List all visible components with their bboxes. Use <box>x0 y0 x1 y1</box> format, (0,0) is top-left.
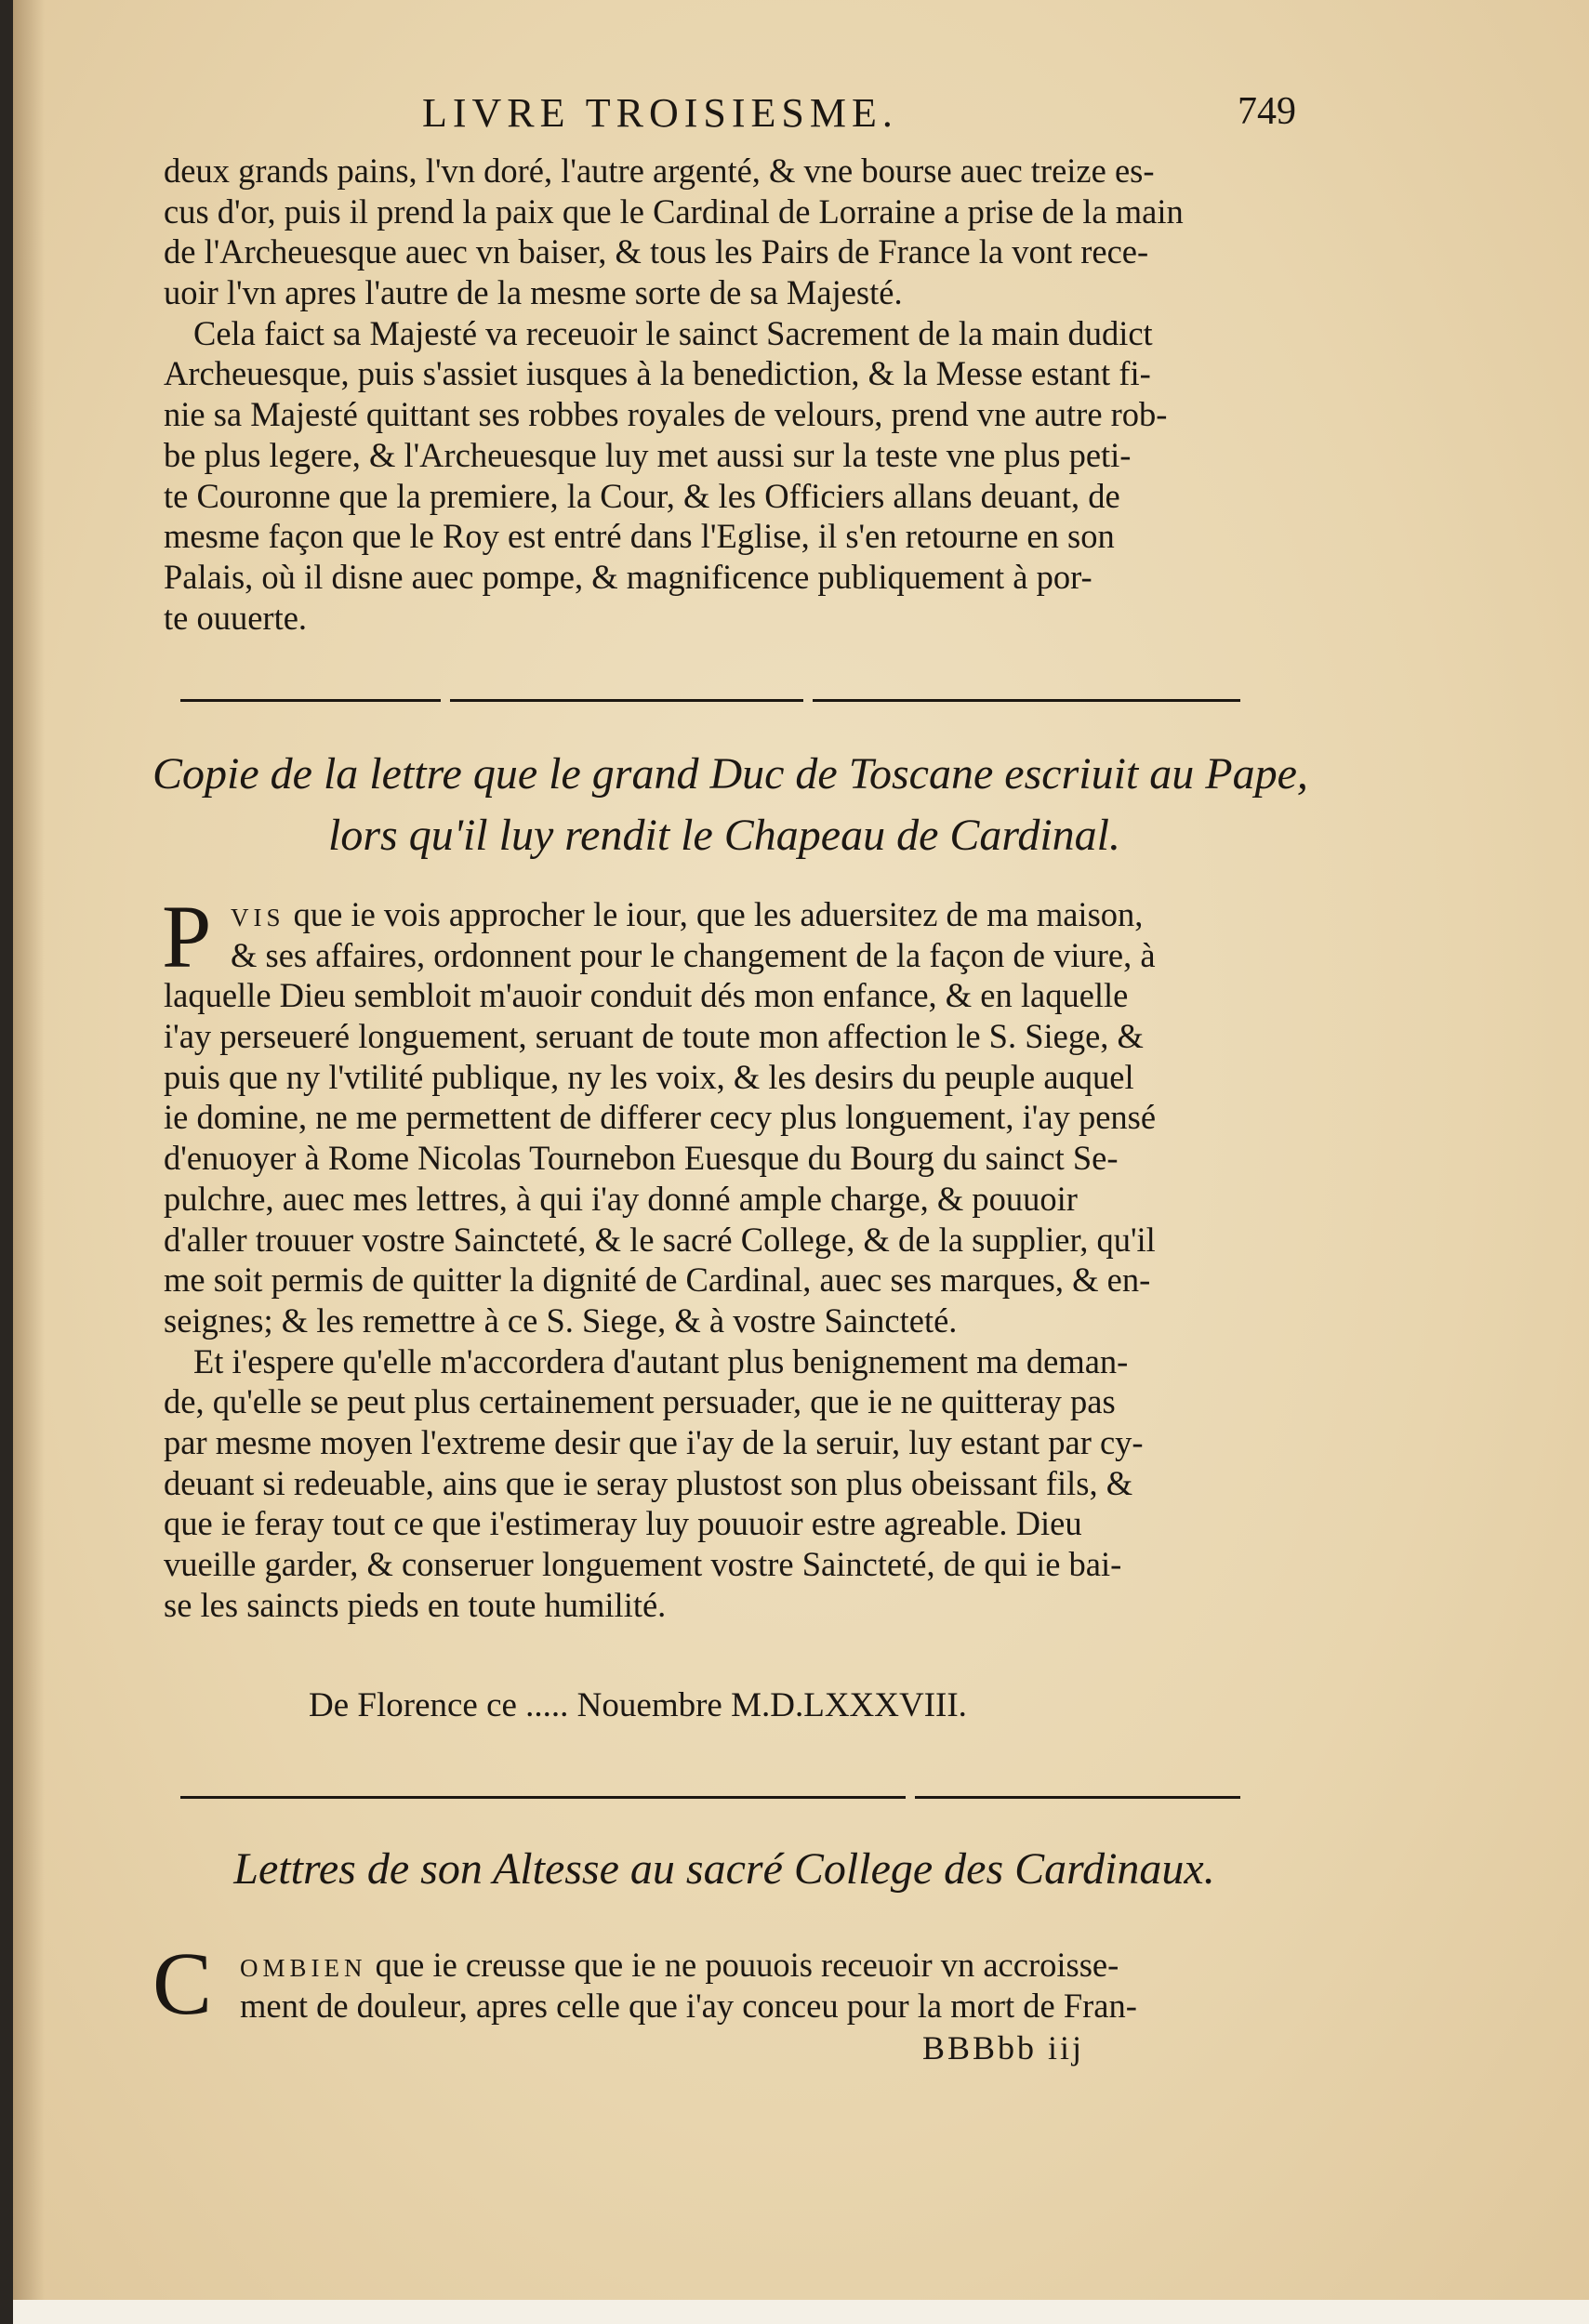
text-line: me soit permis de quitter la dignité de Cardinal, auec ses marques, & en- <box>164 1261 1151 1300</box>
text-line: nie sa Majesté quittant ses robbes royales de velours, prend vne autre rob- <box>164 395 1168 434</box>
heading-line: Lettres de son Altesse au sacré College des Cardinaux. <box>233 1844 1215 1894</box>
letter-heading-2 <box>152 1839 1296 1900</box>
text-line: de l'Archeuesque auec vn baiser, & tous les Pairs de France la vont rece- <box>164 232 1149 271</box>
text-line: laquelle Dieu sembloit m'auoir conduit dés mon enfance, & en laquelle <box>164 976 1129 1015</box>
text-line: te Couronne que la premiere, la Cour, & les Officiers allans deuant, de <box>164 476 1120 515</box>
text-line: ie domine, ne me permettent de differer cecy plus longuement, i'ay pensé <box>164 1098 1157 1137</box>
text-line: Cela faict sa Majesté va receuoir le sainct Sacrement de la main dudict <box>193 313 1153 352</box>
text-line <box>164 894 1291 935</box>
text-line: d'aller trouuer vostre Saincteté, & le sacré College, & de la supplier, qu'il <box>164 1220 1156 1259</box>
text-line <box>164 1945 1291 1986</box>
book-page <box>13 0 1589 2324</box>
first-word: OMBIEN <box>240 1954 367 1982</box>
text-line: vueille garder, & conseruer longuement vostre Sainctеté, de qui ie bai- <box>164 1545 1122 1583</box>
running-header <box>422 89 1296 145</box>
text-line: d'enuoyer à Rome Nicolas Tournebon Euesque du Bourg du sainct Se- <box>164 1139 1119 1178</box>
text-line: deux grands pains, l'vn doré, l'autre argenté, & vne bourse auec treize es- <box>164 152 1155 190</box>
text-line-rest: que ie creusse que ie ne pouuois receuoir vn accroisse- <box>375 1946 1119 1984</box>
page-number: 749 <box>1238 90 1296 133</box>
heading-line: Copie de la lettre que le grand Duc de Toscane escriuit au Pape, <box>152 749 1308 799</box>
text-line: be plus legere, & l'Archeuesque luy met aussi sur la teste vne plus peti- <box>164 435 1132 474</box>
text-line: seignes; & les remettre à ce S. Siege, & à vostre Sainctеté. <box>164 1301 958 1340</box>
text-line: mesme façon que le Roy est entré dans l'Eglise, il s'en retourne en son <box>164 517 1115 556</box>
text-line-rest: que ie vois approcher le iour, que les aduersitez de ma maison, <box>293 895 1144 933</box>
text-line: que ie feray tout ce que i'estimeray luy pouuoir estre agreable. Dieu <box>164 1504 1082 1543</box>
text-line: te ouuerte. <box>164 598 308 637</box>
text-line: pulchre, auec mes lettres, à qui i'ay donné ample charge, & pouuoir <box>164 1179 1078 1218</box>
text-line: & ses affaires, ordonnent pour le changement de la façon de viure, à <box>231 935 1156 974</box>
dateline: De Florence ce ..... Nouembre M.D.LXXXVIII. <box>309 1686 967 1724</box>
text-line: par mesme moyen l'extreme desir que i'ay de la seruir, luy estant par cy- <box>164 1422 1144 1461</box>
text-line: Archeuesque, puis s'assiet iusques à la benediction, & la Messe estant fi- <box>164 354 1151 393</box>
drop-cap-p: P <box>162 887 212 986</box>
letter-1-text <box>162 887 1291 1625</box>
text-line: Palais, où il disne auec pompe, & magnificence publiquement à por- <box>164 557 1092 596</box>
text-line: de, qu'elle se peut plus certainement persuader, que ie ne quitteray pas <box>164 1382 1116 1421</box>
section-1-text <box>164 151 1291 638</box>
first-word: VIS <box>231 904 285 931</box>
drop-cap-c: C <box>152 1934 213 2033</box>
heading-line: lors qu'il luy rendit le Chapeau de Cardinal. <box>328 811 1120 860</box>
text-line: puis que ny l'vtilité publique, ny les voix, & les desirs du peuple auquel <box>164 1057 1134 1096</box>
text-line: se les saincts pieds en toute humilité. <box>164 1585 667 1624</box>
text-line: i'ay perseueré longuement, seruant de toute mon affection le S. Siege, & <box>164 1017 1144 1056</box>
running-title: LIVRE TROISIESME. <box>422 90 898 136</box>
letter-heading-1 <box>152 744 1308 866</box>
signature-mark: BBBbb iij <box>922 2029 1085 2067</box>
text-line: uoir l'vn apres l'autre de la mesme sorte de sa Majesté. <box>164 273 903 312</box>
text-line: ment de douleur, apres celle que i'ay conceu pour la mort de Fran- <box>240 1986 1137 2025</box>
text-line: Et i'espere qu'elle m'accordera d'autant plus benignement ma deman- <box>193 1341 1129 1380</box>
text-line: cus d'or, puis il prend la paix que le Cardinal de Lorraine a prise de la main <box>164 191 1184 231</box>
letter-2-text <box>164 1945 1291 2026</box>
text-line: deuant si redeuable, ains que ie seray plustost son plus obeissant fils, & <box>164 1463 1133 1502</box>
